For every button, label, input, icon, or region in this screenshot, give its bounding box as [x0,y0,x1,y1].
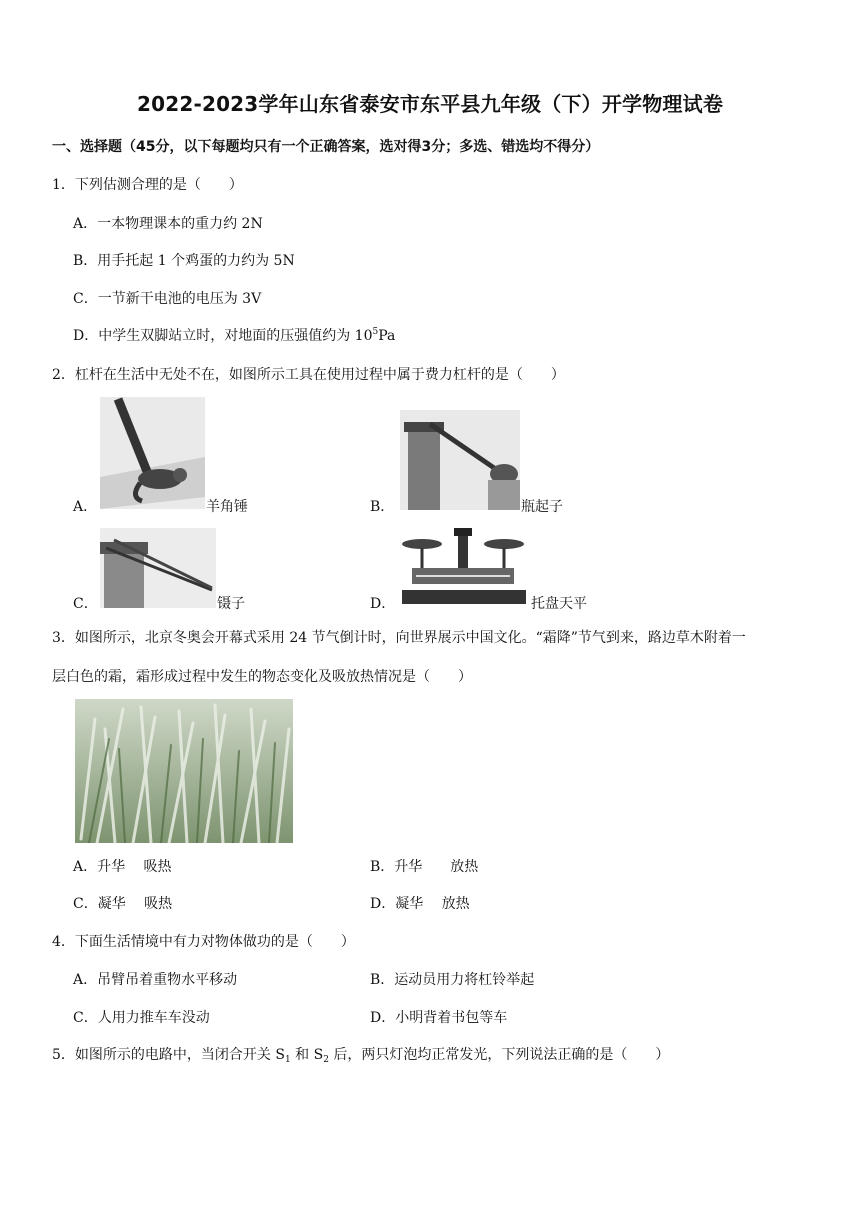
q4-option-a: A．吊臂吊着重物水平移动 [73,972,238,988]
question-2-stem: 2．杠杆在生活中无处不在，如图所示工具在使用过程中属于费力杠杆的是（ ） [52,367,565,383]
q3-option-d: D．凝华 放热 [370,896,470,912]
q2-option-d-label: 托盘天平 [531,596,587,612]
balance-scale-image [398,528,530,608]
question-1-stem: 1．下列估测合理的是（ ） [52,177,243,193]
q2-option-b-label: 瓶起子 [521,499,563,515]
tweezers-image [100,528,216,608]
question-4-stem: 4．下面生活情境中有力对物体做功的是（ ） [52,934,355,950]
q4-option-d: D．小明背着书包等车 [370,1010,508,1026]
frost-grass-photo [75,699,293,843]
claw-hammer-image [100,397,205,509]
question-3-stem-line2: 层白色的霜，霜形成过程中发生的物态变化及吸放热情况是（ ） [52,669,472,685]
bottle-opener-image [400,410,520,510]
q3-option-a: A．升华 吸热 [73,859,172,875]
q3-option-b: B．升华 放热 [370,859,479,875]
question-3-stem-line1: 3．如图所示，北京冬奥会开幕式采用 24 节气倒计时，向世界展示中国文化。“霜降”节气到来，路边草木附着一 [52,630,746,646]
question-5-stem: 5．如图所示的电路中，当闭合开关 $S_1$ 和 $S_2$ 后，两只灯泡均正常发光，下列说法正确的是（ ） [52,1047,670,1065]
q2-option-a-letter: A． [73,499,98,515]
section-heading: 一、选择题（45分，以下每题均只有一个正确答案，选对得3分；多选、错选均不得分） [52,139,600,155]
q3-option-c: C．凝华 吸热 [73,896,173,912]
q4-option-b: B．运动员用力将杠铃举起 [370,972,535,988]
q1-option-a: A．一本物理课本的重力约 2N [73,216,263,232]
exam-title: 2022-2023学年山东省泰安市东平县九年级（下）开学物理试卷 [136,92,724,116]
q4-option-c: C．人用力推车车没动 [73,1010,210,1026]
q1-option-d: D．中学生双脚站立时，对地面的压强值约为 $10^5Pa$ [73,327,396,344]
q1-option-c: C．一节新干电池的电压为 3V [73,291,262,307]
q1-option-b: B．用手托起 1 个鸡蛋的力约为 5N [73,253,295,269]
q2-option-a-label: 羊角锤 [206,499,248,515]
q2-option-b-letter: B． [370,499,395,515]
q2-option-c-label: 镊子 [217,596,245,612]
q2-option-d-letter: D． [370,596,396,612]
q2-option-c-letter: C． [73,596,98,612]
